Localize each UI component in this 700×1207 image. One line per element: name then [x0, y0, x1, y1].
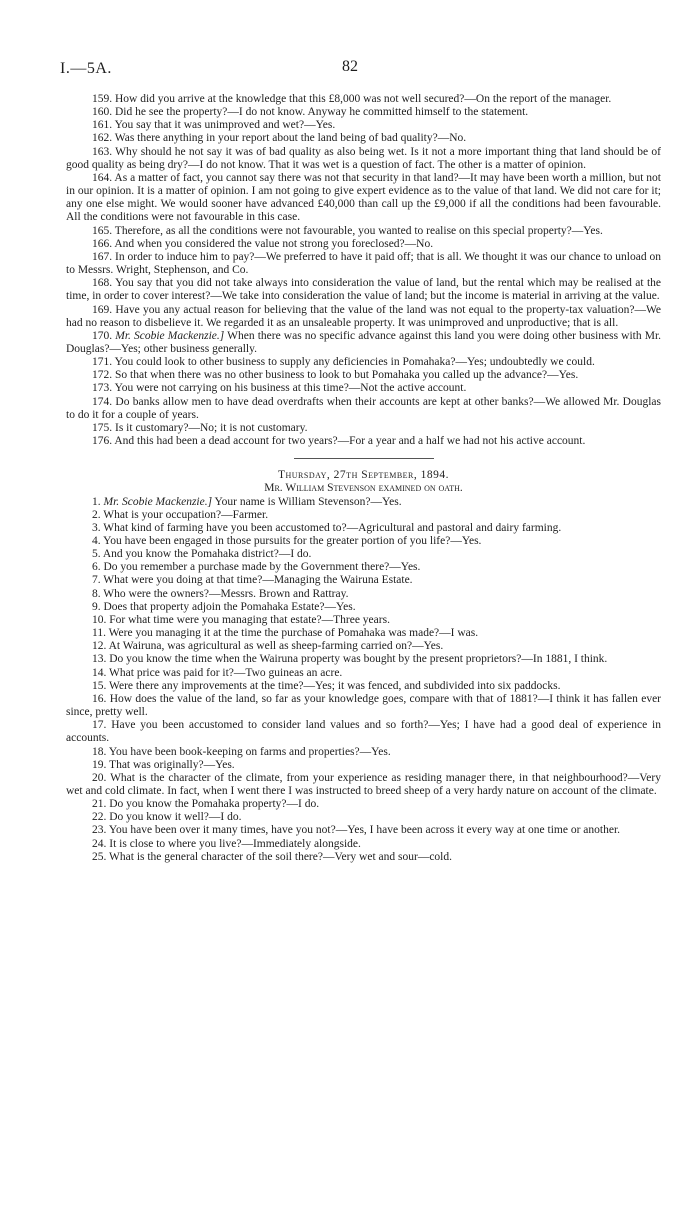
question-answer: 159. How did you arrive at the knowledge that this £8,000 was not well secured?—On the report of the manager.	[92, 93, 612, 105]
question-answer: 6. Do you remember a purchase made by the Government there?—Yes.	[92, 561, 421, 574]
page-number: 82	[342, 58, 358, 75]
question-answer: 164. As a matter of fact, you cannot say there was not that security in that land?—It may have been worth a million, but not in our opinion. It is a matter of opinion. I am not going to give expert evidence as to the value of that land. We did not care for it; any one else might. We would sooner have advanced £40,000 than call up the £9,000 if all the conditions had been favourable. All the conditions were not favourable in this case.	[66, 171, 661, 224]
question-answer: 10. For what time were you managing that estate?—Three years.	[92, 613, 390, 626]
question-number: 1.	[92, 495, 101, 508]
question-answer: 20. What is the character of the climate, from your experience as residing manager there, in that neighbourhood?—Very wet and cold climate. In fact, when I went there I was instructed to breed sheep of a very hardy nature on account of the climate.	[66, 771, 661, 797]
question-answer: 162. Was there anything in your report about the land being of bad quality?—No.	[92, 132, 467, 145]
question-answer: 22. Do you know it well?—I do.	[92, 811, 242, 824]
question-answer: 175. Is it customary?—No; it is not customary.	[92, 421, 308, 434]
question-answer: 176. And this had been a dead account for two years?—For a year and a half we had not his active account.	[92, 435, 586, 448]
question-answer: 8. Who were the owners?—Messrs. Brown and Rattray.	[92, 587, 349, 600]
speaker-name: Mr. Scobie Mackenzie.]	[115, 329, 225, 342]
question-text: When there was no specific advance against this land you were doing other business with Mr. Douglas?—Yes; other business generally.	[66, 329, 662, 355]
question-answer: 161. You say that it was unimproved and wet?—Yes.	[92, 119, 336, 132]
question-answer: 18. You have been book-keeping on farms and properties?—Yes.	[92, 745, 391, 758]
speaker-name: Mr. Scobie Mackenzie.]	[103, 495, 213, 508]
evidence-text	[66, 93, 661, 864]
question-answer: 7. What were you doing at that time?—Managing the Wairuna Estate.	[92, 574, 413, 587]
question-answer: 171. You could look to other business to supply any deficiencies in Pomahaka?—Yes; undoubtedly we could.	[92, 356, 595, 369]
question-answer: 24. It is close to where you live?—Immediately alongside.	[92, 837, 361, 850]
question-answer: 4. You have been engaged in those pursuits for the greater portion of you life?—Yes.	[92, 535, 482, 547]
question-answer: 5. And you know the Pomahaka district?—I do.	[92, 548, 312, 561]
question-answer: 15. Were there any improvements at the time?—Yes; it was fenced, and subdivided into six paddocks.	[92, 679, 561, 692]
question-answer: 23. You have been over it many times, have you not?—Yes, I have been across it every way at one time or another.	[92, 824, 621, 837]
question-answer: 19. That was originally?—Yes.	[92, 758, 235, 771]
question-answer: 168. You say that you did not take always into consideration the value of land, but the rental which may be realised at the time, in order to cover interest?—We take into consideration the value of land; but the income is material in arriving at the value.	[66, 277, 661, 303]
question-answer: 17. Have you been accustomed to consider land values and so forth?—Yes; I have had a good deal of experience in accounts.	[66, 719, 661, 745]
witness-heading: Mr. William Stevenson examined on oath.	[264, 482, 463, 495]
question-answer: 165. Therefore, as all the conditions were not favourable, you wanted to realise on this special property?—Yes.	[92, 224, 603, 237]
question-answer: 13. Do you know the time when the Wairuna property was bought by the present proprietors?—In 1881, I think.	[92, 653, 608, 666]
question-170	[66, 330, 661, 356]
question-answer: 160. Did he see the property?—I do not know. Anyway he committed himself to the statement.	[92, 106, 529, 119]
question-number: 170.	[92, 329, 113, 342]
session-date: Thursday, 27th September, 1894.	[277, 469, 450, 482]
question-answer: 2. What is your occupation?—Farmer.	[92, 508, 269, 521]
question-answer: 173. You were not carrying on his business at this time?—Not the active account.	[92, 382, 467, 395]
question-answer: 169. Have you any actual reason for believing that the value of the land was not equal to the property-tax valuation?—We had no reason to disbelieve it. We regarded it as an unsaleable property. It was unimproved and unproductive; that is all.	[66, 303, 661, 329]
question-answer: 9. Does that property adjoin the Pomahaka Estate?—Yes.	[92, 600, 356, 613]
question-answer: 166. And when you considered the value not strong you foreclosed?—No.	[92, 237, 434, 250]
question-answer: 25. What is the general character of the soil there?—Very wet and sour—cold.	[92, 850, 452, 863]
question-answer: 11. Were you managing it at the time the purchase of Pomahaka was made?—I was.	[92, 627, 479, 640]
question-answer: 3. What kind of farming have you been accustomed to?—Agricultural and pastoral and dairy farming.	[92, 521, 562, 534]
question-list-part1	[66, 93, 661, 330]
question-answer: 163. Why should he not say it was of bad quality as also being wet. Is it not a more important thing that land should be of good quality as being dry?—I do not know. That it was wet is a question of fact. The other is a matter of opinion.	[66, 145, 661, 171]
question-answer: 14. What price was paid for it?—Two guineas an acre.	[92, 666, 343, 679]
question-answer: 167. In order to induce him to pay?—We preferred to have it paid off; that is all. We thought it was our chance to unload on to Messrs. Wright, Stephenson, and Co.	[66, 250, 661, 277]
section-reference: I.—5A.	[60, 60, 112, 77]
question-answer: 174. Do banks allow men to have dead overdrafts when their accounts are kept at other banks?—We allowed Mr. Douglas to do it for a couple of years.	[66, 395, 661, 421]
question-answer: 12. At Wairuna, was agricultural as well as sheep-farming carried on?—Yes.	[92, 640, 444, 653]
section-divider	[294, 458, 434, 459]
question-text: Your name is William Stevenson?—Yes.	[212, 495, 402, 508]
question-answer: 21. Do you know the Pomahaka property?—I do.	[92, 798, 320, 811]
question-list-part3	[66, 509, 661, 864]
question-1	[66, 496, 661, 509]
question-answer: 172. So that when there was no other business to look to but Pomahaka you called up the advance?—Yes.	[92, 369, 579, 382]
question-list-part2	[66, 356, 661, 448]
question-answer: 16. How does the value of the land, so far as your knowledge goes, compare with that of 1881?—I think it has fallen ever since, pretty well.	[66, 692, 661, 719]
